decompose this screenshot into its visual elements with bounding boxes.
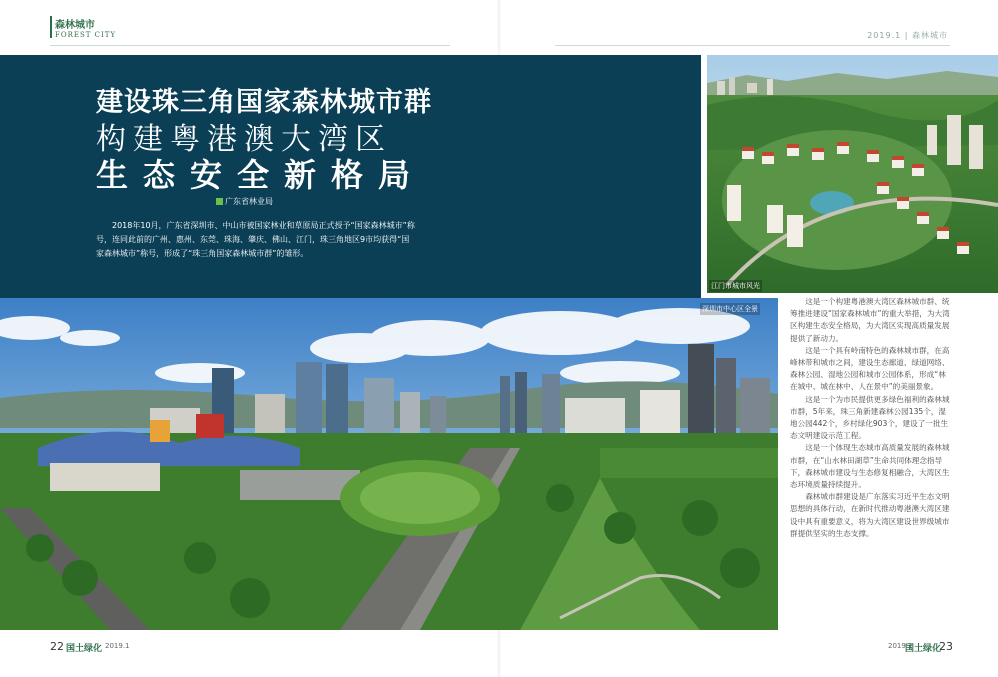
section-marker-bar	[50, 16, 52, 38]
page-number-left: 22	[50, 640, 64, 653]
article-title-line3: 生态安全新格局	[96, 156, 426, 194]
byline-marker-icon	[216, 198, 223, 205]
magazine-name-right: 国土绿化	[905, 644, 942, 654]
header-rule-left	[50, 45, 450, 46]
body-paragraph: 这是一个为市民提供更多绿色福利的森林城市群，5年来，珠三角新建森林公园135个，湿地公园442个，乡村绿化903个，建设了一批生态文明建设示范工程。	[790, 394, 950, 441]
body-text-column	[790, 296, 950, 540]
article-title-line1: 建设珠三角国家森林城市群	[96, 87, 432, 118]
issue-right: 2019.1	[888, 642, 913, 650]
body-paragraph: 这是一个构建粤港澳大湾区森林城市群、统筹推进建设“国家森林城市”的重大举措，为大湾区构建生态安全格局，为大湾区实现高质量发展提供了新动力。	[790, 297, 950, 343]
section-title: 森林城市	[55, 20, 95, 31]
byline-text: 广东省林业局	[225, 197, 273, 206]
magazine-name-left: 国土绿化	[66, 644, 103, 654]
body-paragraph: 这是一个体现生态城市高质量发展的森林城市群，在“山水林田湖草”生命共同体理念指导下，森林城市建设与生态修复相融合，大湾区生态环境质量持续提升。	[790, 443, 950, 490]
article-title-line2: 构建粤港澳大湾区	[96, 122, 392, 157]
body-paragraph: 森林城市群建设是广东落实习近平生态文明思想的具体行动，在新时代推动粤港澳大湾区建设中具有重要意义，将为大湾区建设世界级城市群提供坚实的生态支撑。	[790, 492, 950, 538]
shenzhen-city-panorama-photo	[0, 298, 778, 630]
body-paragraph: 这是一个具有岭南特色的森林城市群，在高峰林带和城市之间，建设生态廊道、绿道网络、森林公园、湿地公园和城市公园体系，形成“林在城中、城在林中、人在景中”的美丽景象。	[790, 345, 950, 392]
top-photo-caption: 江门市城市风光	[711, 282, 760, 290]
main-photo-caption: 深圳市中心区全景	[702, 305, 758, 313]
header-rule-right	[555, 45, 950, 46]
article-intro: 2018年10月，广东省深圳市、中山市被国家林业和草原局正式授予“国家森林城市”称号，连同此前的广州、惠州、东莞、珠海、肇庆、佛山、江门，珠三角地区9市均获得“国家森林城市”称号，形成了“珠三角国家森林城市群”的雏形。	[96, 221, 415, 258]
issue-left: 2019.1	[105, 642, 130, 650]
jiangmen-aerial-photo	[707, 55, 998, 293]
running-header-right: 2019.1 | 森林城市	[867, 31, 948, 40]
byline	[216, 196, 273, 207]
page-number-right: 23	[939, 640, 953, 653]
section-title-english: FOREST CITY	[55, 31, 117, 39]
